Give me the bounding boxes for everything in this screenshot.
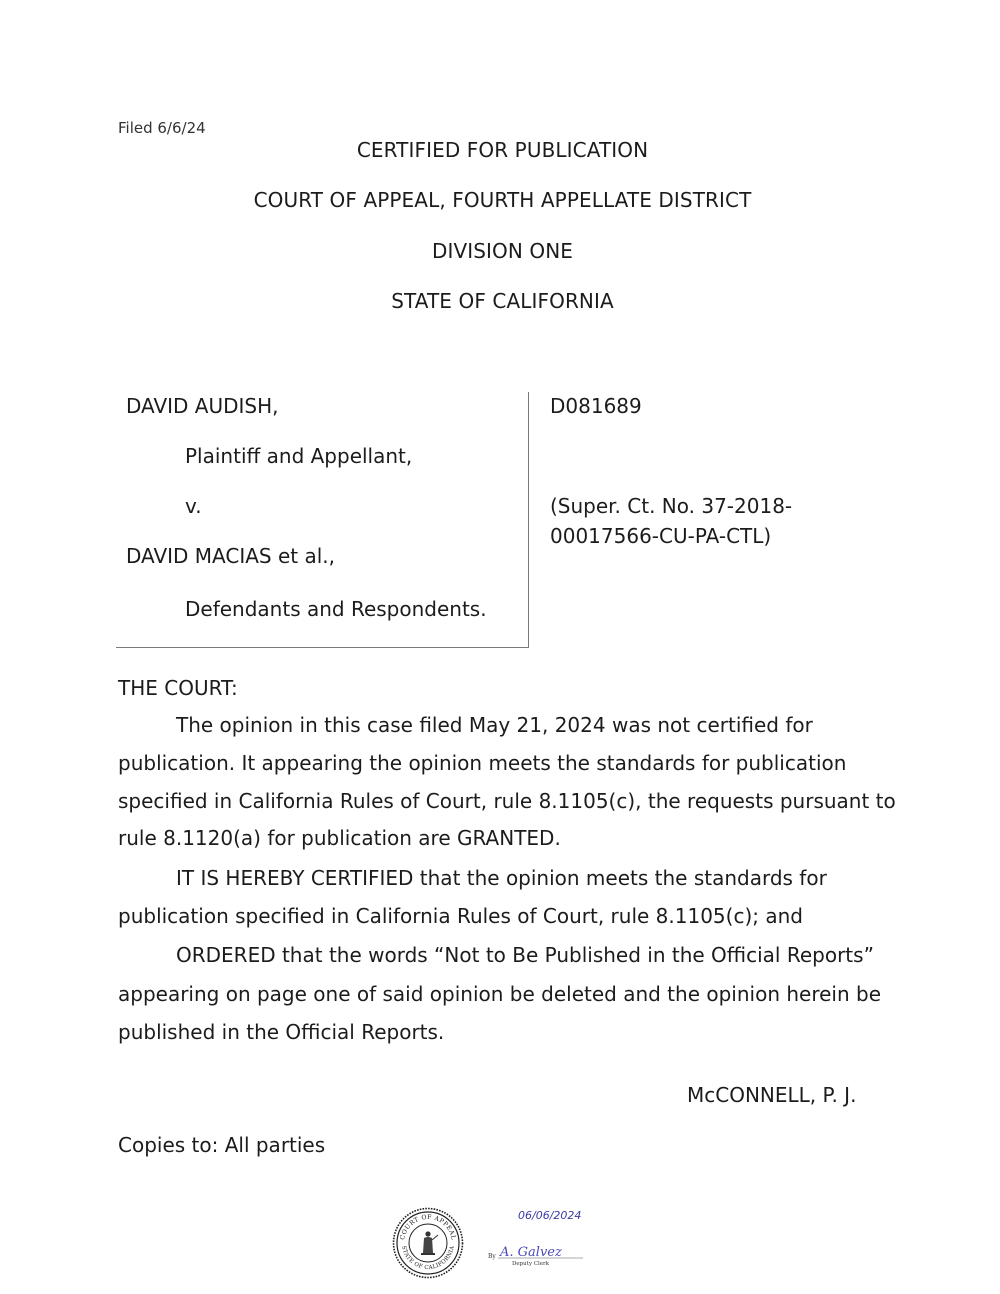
para3-line: appearing on page one of said opinion be deleted and the opinion herein be — [118, 982, 882, 1006]
case-number: D081689 — [550, 394, 642, 418]
plaintiff-role: Plaintiff and Appellant, — [185, 444, 413, 468]
copies-line: Copies to: All parties — [118, 1133, 326, 1157]
plaintiff-name: DAVID AUDISH, — [126, 394, 279, 418]
para1-line: publication. It appearing the opinion meets the standards for publication — [118, 751, 847, 775]
court-heading: COURT OF APPEAL, FOURTH APPELLATE DISTRICT — [253, 188, 752, 212]
state-heading: STATE OF CALIFORNIA — [391, 289, 614, 313]
stamp-date: 06/06/2024 — [518, 1209, 582, 1222]
defendant-role: Defendants and Respondents. — [185, 597, 487, 621]
court-seal-icon — [392, 1207, 464, 1279]
superior-court-number-line1: (Super. Ct. No. 37-2018- — [550, 494, 793, 518]
para1-line: specified in California Rules of Court, rule 8.1105(c), the requests pursuant to — [118, 789, 896, 813]
division-heading: DIVISION ONE — [431, 239, 574, 263]
para2-line: publication specified in California Rules of Court, rule 8.1105(c); and — [118, 904, 803, 928]
case-caption-box — [116, 392, 529, 648]
svg-text:A. Galvez: A. Galvez — [500, 1245, 562, 1260]
para1-line: rule 8.1120(a) for publication are GRANTED. — [118, 826, 561, 850]
para3-line: ORDERED that the words “Not to Be Published in the Official Reports” — [176, 943, 874, 967]
svg-text:Deputy Clerk: Deputy Clerk — [512, 1261, 549, 1267]
superior-court-number-line2: 00017566-CU-PA-CTL) — [550, 524, 772, 548]
versus-label: v. — [185, 494, 202, 518]
salutation: THE COURT: — [118, 676, 238, 700]
filed-date: Filed 6/6/24 — [118, 119, 206, 137]
svg-text:By: By — [488, 1253, 496, 1260]
judge-signature: McCONNELL, P. J. — [687, 1083, 857, 1107]
para2-line: IT IS HEREBY CERTIFIED that the opinion meets the standards for — [176, 866, 827, 890]
certified-heading: CERTIFIED FOR PUBLICATION — [356, 138, 649, 162]
svg-text:COURT OF APPEAL: COURT OF APPEAL — [399, 1213, 457, 1241]
defendant-name: DAVID MACIAS et al., — [126, 544, 336, 568]
svg-text:STATE OF CALIFORNIA: STATE OF CALIFORNIA — [400, 1245, 456, 1272]
para1-line: The opinion in this case filed May 21, 2024 was not certified for — [176, 713, 813, 737]
para3-line: published in the Official Reports. — [118, 1020, 445, 1044]
deputy-clerk-signature — [488, 1240, 588, 1270]
